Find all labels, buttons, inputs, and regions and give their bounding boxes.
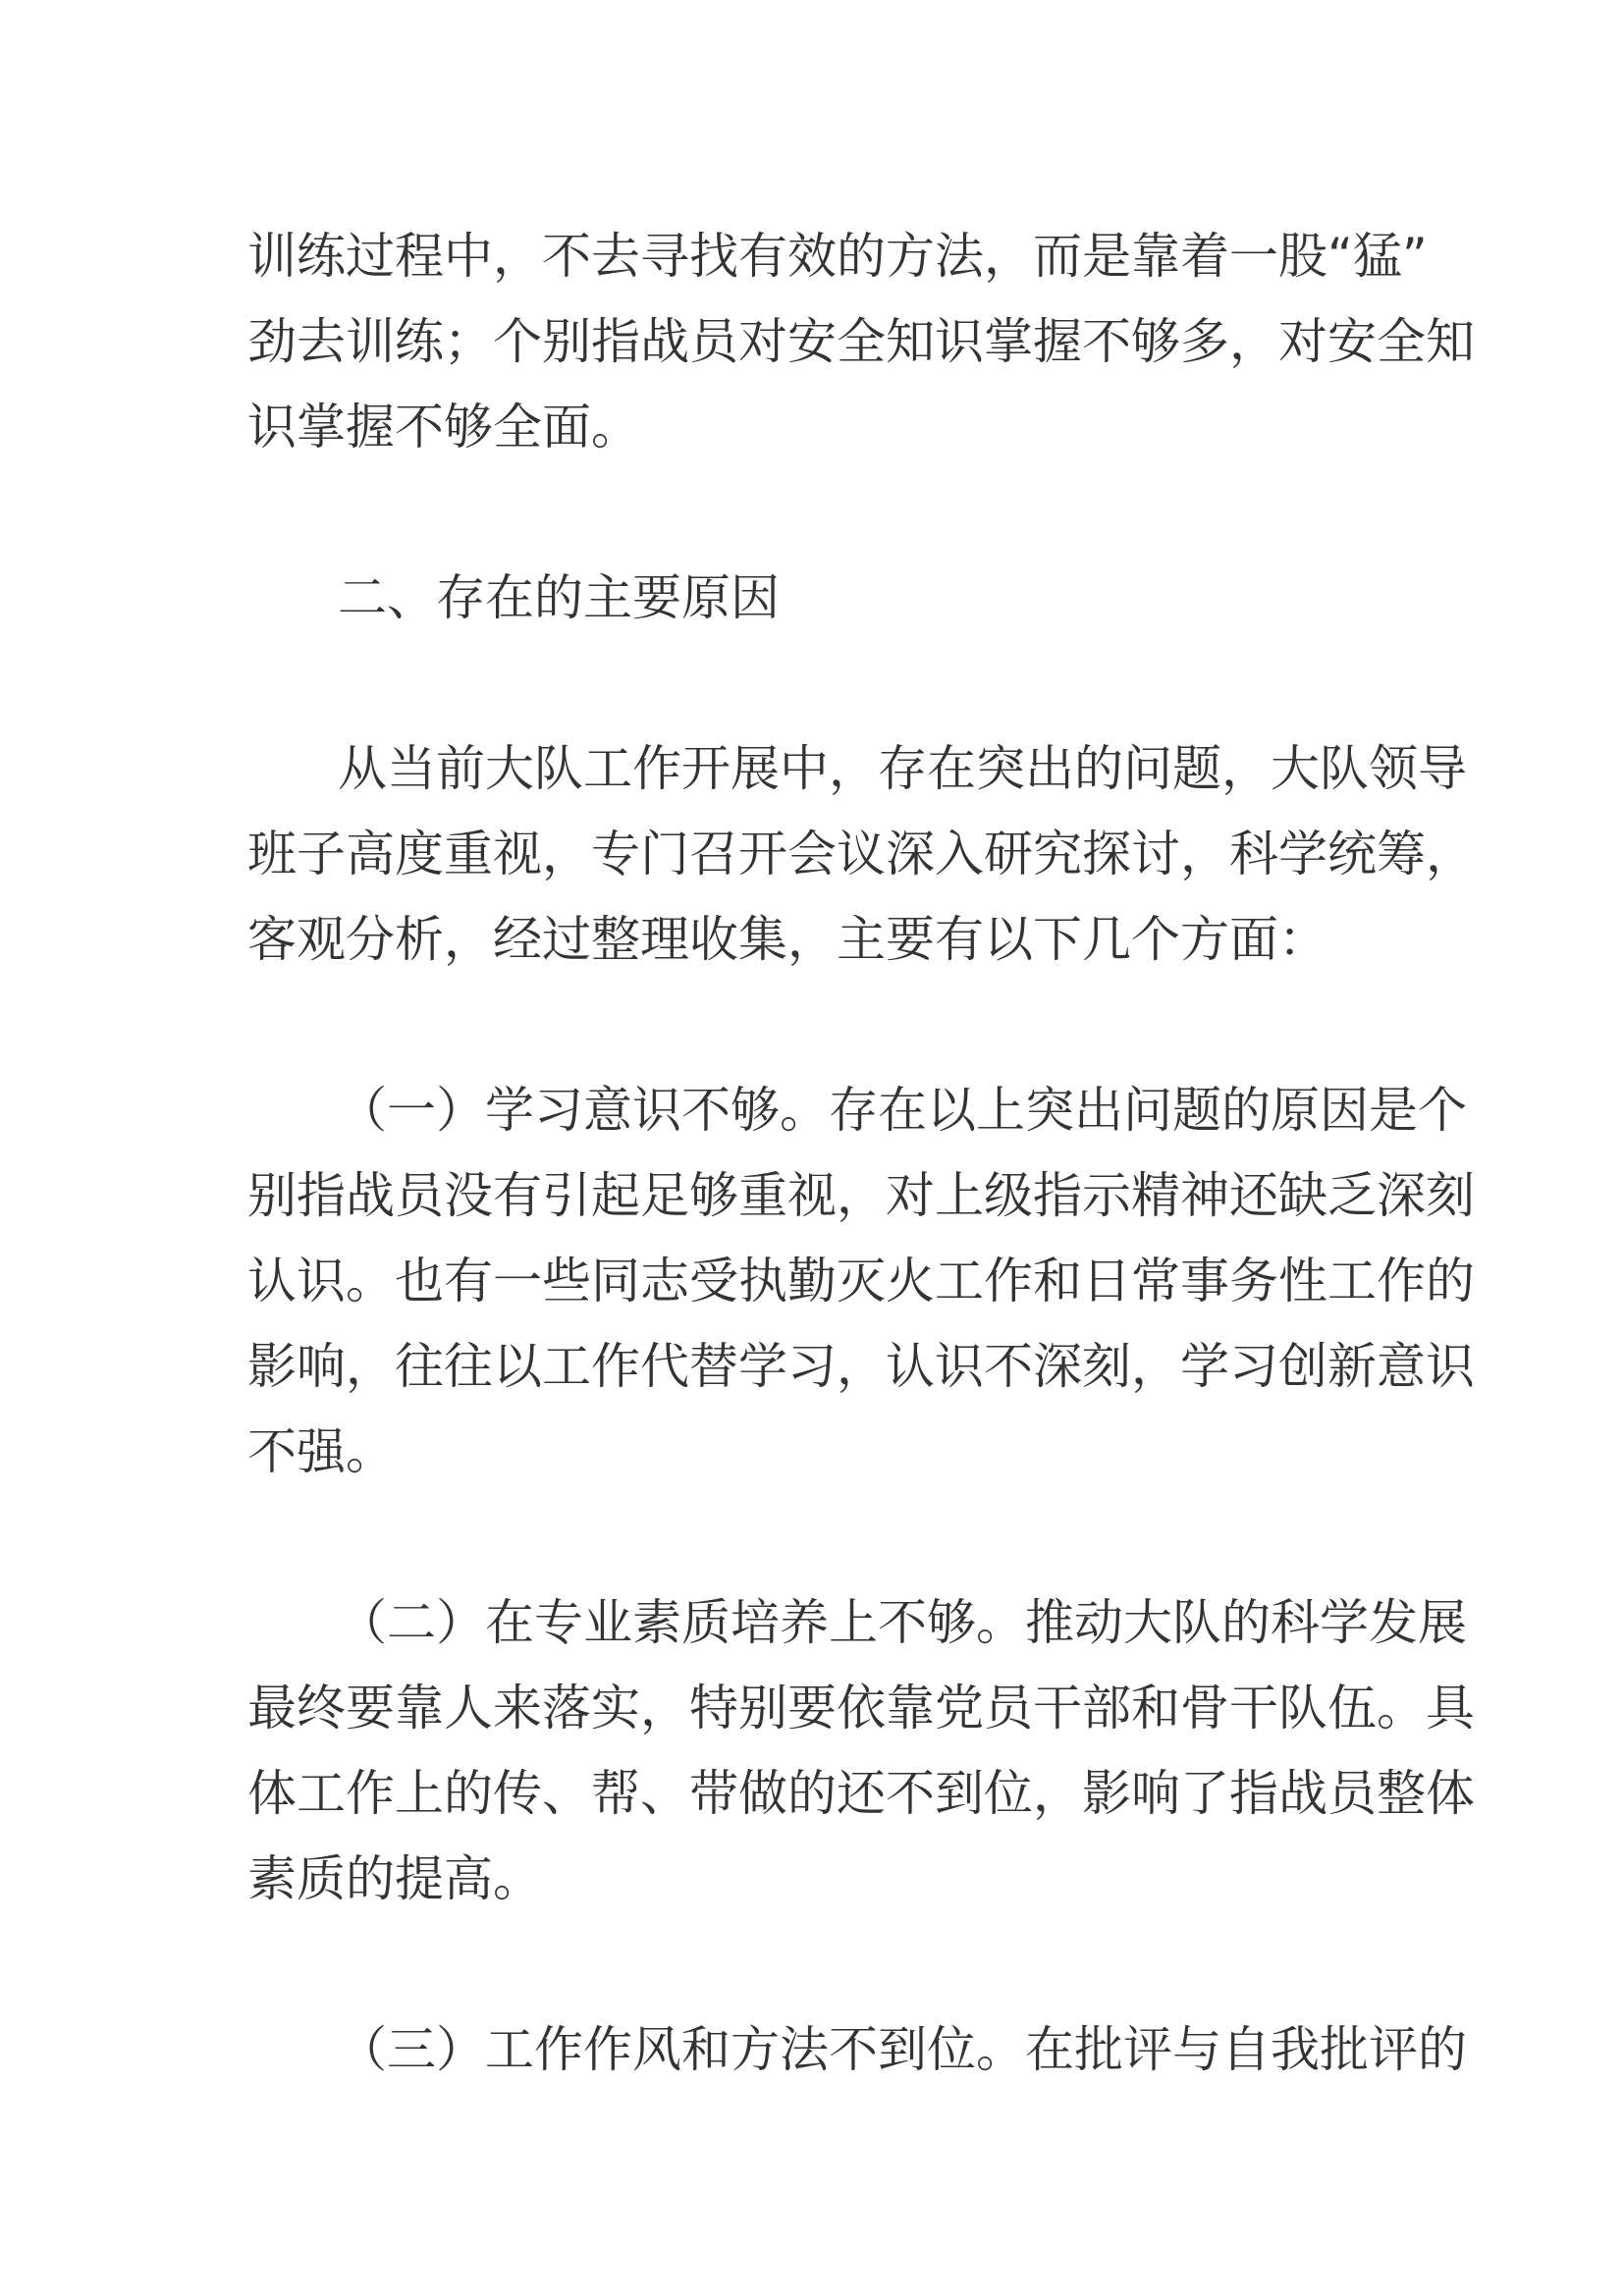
text-line: 训练过程中，不去寻找有效的方法，而是靠着一股“猛”	[247, 228, 1428, 285]
text-line: （二）在专业素质培养上不够。推动大队的科学发展	[338, 1594, 1467, 1651]
text-line: 不强。	[247, 1423, 395, 1480]
text-line: 客观分析，经过整理收集，主要有以下几个方面：	[247, 911, 1327, 968]
text-line: 认识。也有一些同志受执勤灭火工作和日常事务性工作的	[247, 1253, 1475, 1309]
text-line: 影响，往往以工作代替学习，认识不深刻，学习创新意识	[247, 1338, 1475, 1395]
document-body	[247, 214, 1475, 2178]
text-line: （三）工作作风和方法不到位。在批评与自我批评的	[338, 2021, 1467, 2078]
text-line: 劲去训练；个别指战员对安全知识掌握不够多，对安全知	[247, 313, 1475, 370]
text-line: 班子高度重视，专门召开会议深入研究探讨，科学统筹，	[247, 826, 1475, 882]
paragraph-item-1	[247, 1068, 1475, 1495]
text-line: （一）学习意识不够。存在以上突出问题的原因是个	[338, 1082, 1467, 1139]
section-heading	[247, 556, 1386, 641]
text-line: 识掌握不够全面。	[247, 399, 640, 455]
text-line: 从当前大队工作开展中，存在突出的问题，大队领导	[338, 740, 1467, 797]
paragraph-intro	[247, 726, 1475, 983]
text-line: 素质的提高。	[247, 1850, 542, 1907]
text-line: 体工作上的传、帮、带做的还不到位，影响了指战员整体	[247, 1765, 1475, 1822]
text-line: 最终要靠人来落实，特别要依靠党员干部和骨干队伍。具	[247, 1680, 1475, 1736]
text-line: 别指战员没有引起足够重视，对上级指示精神还缺乏深刻	[247, 1167, 1475, 1224]
heading-text: 二、存在的主要原因	[338, 569, 780, 626]
paragraph-item-3	[247, 2007, 1467, 2093]
paragraph-item-2	[247, 1580, 1475, 1922]
paragraph-continuation	[247, 214, 1475, 470]
